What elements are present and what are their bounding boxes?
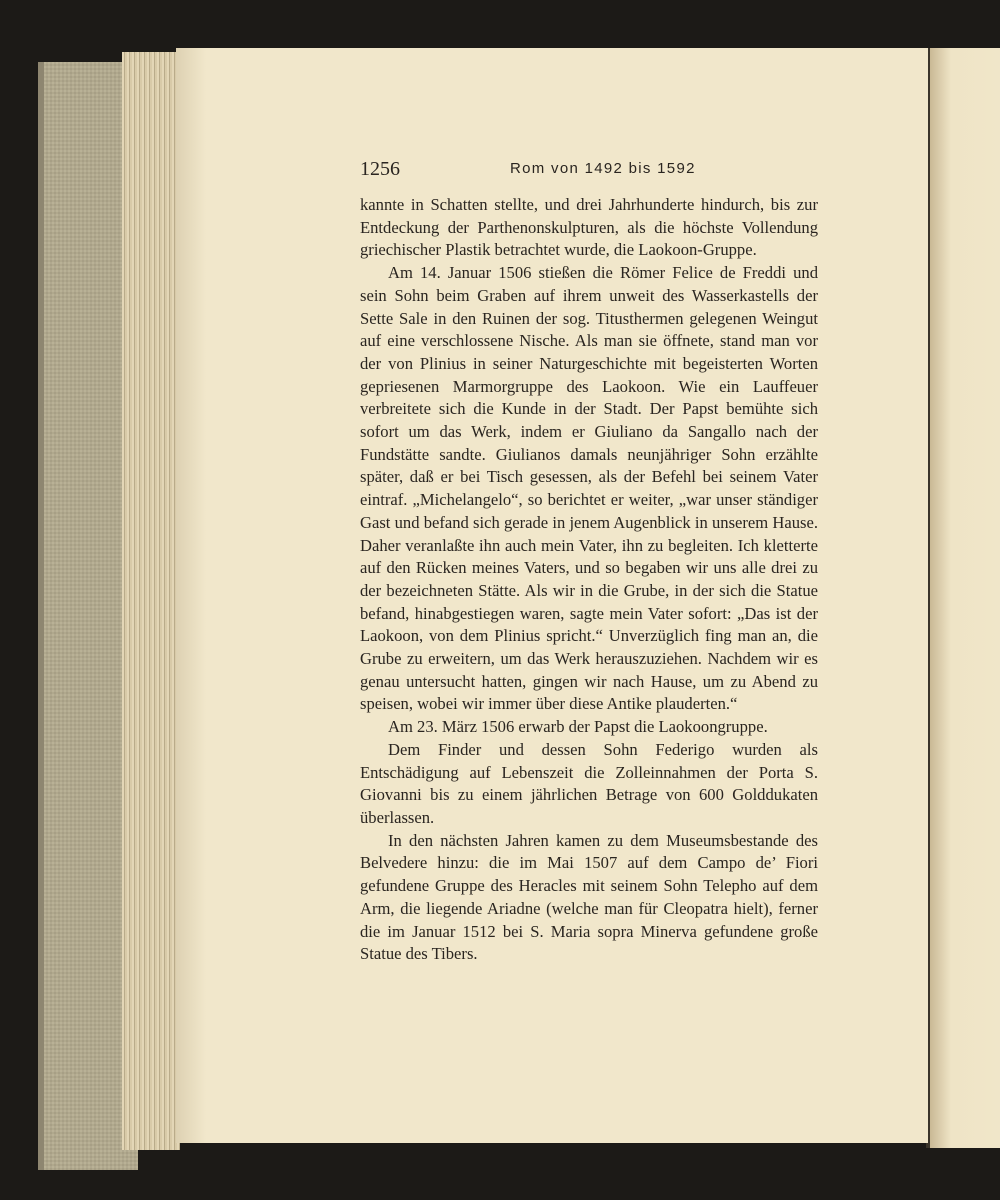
paragraph: Dem Finder und dessen Sohn Federigo wurden als Entschädigung auf Lebenszeit die Zolleinnahmen der Porta S. Giovanni bis zu einem jährlichen Betrage von 600 Golddukaten überlassen. <box>360 739 818 827</box>
paragraph: In den nächsten Jahren kamen zu dem Museumsbestande des Belvedere hinzu: die im Mai 1507 auf dem Campo de’ Fiori gefundene Gruppe des Heracles mit seinem Sohn Telepho auf dem Arm, die liegende Ariadne (welche man für Cleopatra hielt), ferner die im Januar 1512 bei S. Maria sopra Minerva gefundene große Statue des Tibers. <box>360 830 818 964</box>
page-edges <box>122 52 180 1150</box>
paragraph: Am 23. März 1506 erwarb der Papst die Laokoongruppe. <box>388 717 768 737</box>
facing-page <box>930 48 1000 1148</box>
running-title: Rom von 1492 bis 1592 <box>510 160 696 177</box>
text-block <box>360 158 818 966</box>
page-number: 1256 <box>360 158 400 180</box>
book-page <box>176 48 928 1143</box>
paragraph: kannte in Schatten stellte, und drei Jahrhunderte hindurch, bis zur Entdeckung der Parthenonskulpturen, als die höchste Vollendung griechischer Plastik betrachtet wurde, die Laokoon-Gruppe. <box>360 195 818 260</box>
cover-edge <box>38 62 44 1170</box>
paragraph: Am 14. Januar 1506 stießen die Römer Felice de Freddi und sein Sohn beim Graben auf ihrem unweit des Wasserkastells der Sette Sale in den Ruinen der sog. Titusthermen gelegenen Weingut auf eine verschlossene Nische. Als man sie öffnete, stand man vor der von Plinius in seiner Naturgeschichte mit begeisterten Worten gepriesenen Marmorgruppe des Laokoon. Wie ein Lauffeuer verbreitete sich die Kunde in der Stadt. Der Papst bemühte sich sofort um das Werk, indem er Giuliano da Sangallo nach der Fundstätte sandte. Giulianos damals neunjähriger Sohn erzählte später, daß er bei Tisch gesessen, als der Befehl bei seinem Vater eintraf. „Michelangelo“, so berichtet er weiter, „war unser ständiger Gast und befand sich gerade in jenem Augenblick in unserem Hause. Daher veranlaßte ihn auch mein Vater, ihn zu begleiten. Ich kletterte auf den Rücken meines Vaters, und so begaben wir uns alle drei zu der bezeichneten Stätte. Als wir in die Grube, in der sich die Statue befand, hinabgestiegen waren, sagte mein Vater sofort: „Das ist der Laokoon, von dem Plinius spricht.“ Unverzüglich fing man an, die Grube zu erweitern, um das Werk herauszuziehen. Nachdem wir es genau untersucht hatten, gingen wir nach Hause, um zu Abend zu speisen, wobei wir immer über diese Antike plauderten.“ <box>360 263 818 714</box>
body-text <box>360 194 818 966</box>
running-head <box>360 158 818 188</box>
